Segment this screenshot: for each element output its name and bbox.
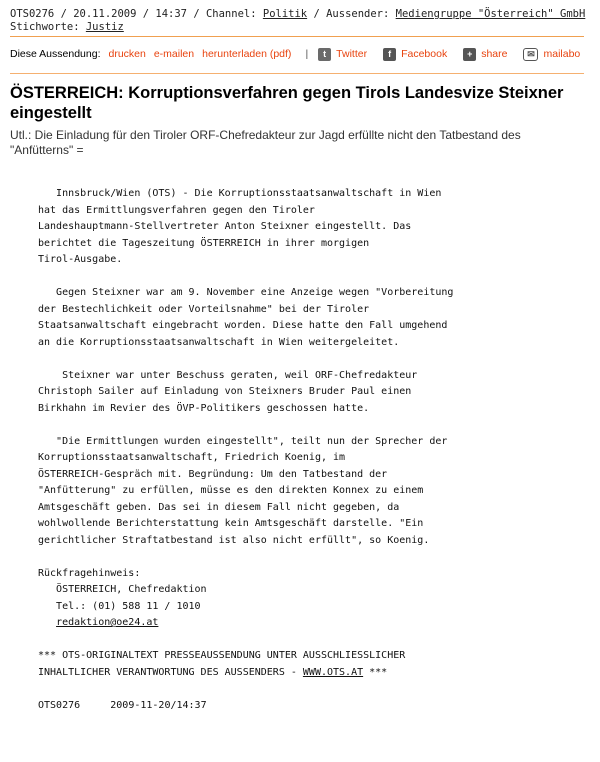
- article-title: ÖSTERREICH: Korruptionsverfahren gegen Tirols Landesvize Steixner eingestellt: [10, 84, 564, 122]
- divider-top: [10, 36, 584, 37]
- email-link[interactable]: e-mailen: [153, 48, 195, 60]
- footer-line: *** OTS-ORIGINALTEXT PRESSEAUSSENDUNG UNTER AUSSCHLIESSLICHER: [38, 650, 406, 661]
- ots-link[interactable]: WWW.OTS.AT: [302, 666, 364, 678]
- body-line: Steixner war unter Beschuss geraten, weil ORF-Chefredakteur: [38, 369, 418, 381]
- body-line: Korruptionsstaatsanwaltschaft, Friedrich Koenig, im: [38, 452, 346, 463]
- envelope-icon: ✉: [523, 48, 538, 61]
- footer-line: [38, 665, 588, 682]
- contact-tel: Tel.: (01) 588 11 / 1010: [38, 600, 201, 612]
- share-label: share: [481, 48, 508, 60]
- body-line: Gegen Steixner war am 9. November eine Anzeige wegen "Vorbereitung: [38, 287, 454, 298]
- body-line: an die Korruptionsstaatsanwaltschaft in Wien weitergeleitet.: [38, 336, 400, 348]
- body-line: Birkhahn im Revier des ÖVP-Politikers geschossen hatte.: [38, 402, 370, 414]
- ots-id: OTS0276: [38, 699, 81, 711]
- body-line: Staatsanwaltschaft eingebracht worden. Diese hatte den Fall umgehend: [38, 320, 448, 331]
- footer-line2-suffix: ***: [363, 666, 388, 678]
- facebook-label: Facebook: [401, 48, 448, 60]
- body-line: "Die Ermittlungen wurden eingestellt", teilt nun der Sprecher der: [38, 435, 448, 447]
- twitter-button[interactable]: [318, 48, 367, 61]
- body-line: Innsbruck/Wien (OTS) - Die Korruptionsstaatsanwaltschaft in Wien: [38, 188, 442, 199]
- facebook-button[interactable]: [383, 48, 447, 61]
- toolbar-label: Diese Aussendung:: [10, 48, 101, 60]
- channel-link[interactable]: Politik: [262, 8, 308, 20]
- contact-email-line: [38, 615, 588, 632]
- body-line: Christoph Sailer auf Einladung von Steixners Bruder Paul einen: [38, 386, 412, 397]
- ots-timestamp: 2009-11-20/14:37: [110, 699, 207, 711]
- body-line: Amtsgeschäft geben. Das sei in diesem Fall nicht gegeben, da: [38, 501, 400, 513]
- stichworte-label: Stichworte:: [10, 21, 86, 33]
- contact-email-link[interactable]: redaktion@oe24.at: [56, 617, 159, 628]
- body-line: berichtet die Tageszeitung ÖSTERREICH in ihrer morgigen: [38, 237, 370, 249]
- share-icon: +: [463, 48, 476, 61]
- body-line: Tirol-Ausgabe.: [38, 254, 123, 265]
- article-body: [38, 186, 588, 714]
- body-line: ÖSTERREICH-Gespräch mit. Begründung: Um den Tatbestand der: [38, 468, 388, 480]
- twitter-icon: t: [318, 48, 331, 61]
- body-line: wohlwollende Berichterstattung kein Amtsgeschäft darstelle. "Ein: [38, 518, 424, 529]
- body-line: "Anfütterung" zu erfüllen, müsse es den direkten Konnex zu einem: [38, 485, 424, 496]
- print-link[interactable]: drucken: [108, 48, 146, 60]
- article-subtitle: Utl.: Die Einladung für den Tiroler ORF-Chefredakteur zur Jagd erfüllte nicht den Tatbestand des "Anfütterns" =: [10, 128, 521, 157]
- footer-line2-prefix: INHALTLICHER VERANTWORTUNG DES AUSSENDERS -: [38, 666, 303, 678]
- share-button[interactable]: [463, 48, 507, 61]
- contact-heading: Rückfragehinweis:: [38, 567, 141, 579]
- aussender-link[interactable]: Mediengruppe "Österreich" GmbH: [395, 8, 586, 20]
- meta-header: [10, 8, 585, 34]
- facebook-icon: f: [383, 48, 396, 61]
- ots-footer: [38, 698, 588, 715]
- contact-org: ÖSTERREICH, Chefredaktion: [38, 584, 207, 595]
- body-line: hat das Ermittlungsverfahren gegen den Tiroler: [38, 204, 315, 216]
- twitter-label: Twitter: [336, 48, 368, 60]
- body-line: Landeshauptmann-Stellvertreter Anton Steixner eingestellt. Das: [38, 221, 412, 232]
- meta-prefix: OTS0276 / 20.11.2009 / 14:37 / Channel:: [10, 8, 263, 20]
- action-toolbar: [10, 44, 596, 64]
- mailabo-label: mailabo: [543, 48, 581, 60]
- body-line: der Bestechlichkeit oder Vorteilsnahme" bei der Tiroler: [38, 303, 370, 315]
- toolbar-separator: |: [305, 48, 309, 60]
- stichworte-link[interactable]: Justiz: [85, 21, 124, 33]
- body-line: gerichtlicher Straftatbestand ist also nicht erfüllt", so Koenig.: [38, 534, 430, 546]
- download-pdf-link[interactable]: herunterladen (pdf): [202, 48, 292, 60]
- divider-bottom: [10, 73, 584, 74]
- aussender-label: / Aussender:: [307, 8, 396, 20]
- mailabo-button[interactable]: [523, 48, 580, 61]
